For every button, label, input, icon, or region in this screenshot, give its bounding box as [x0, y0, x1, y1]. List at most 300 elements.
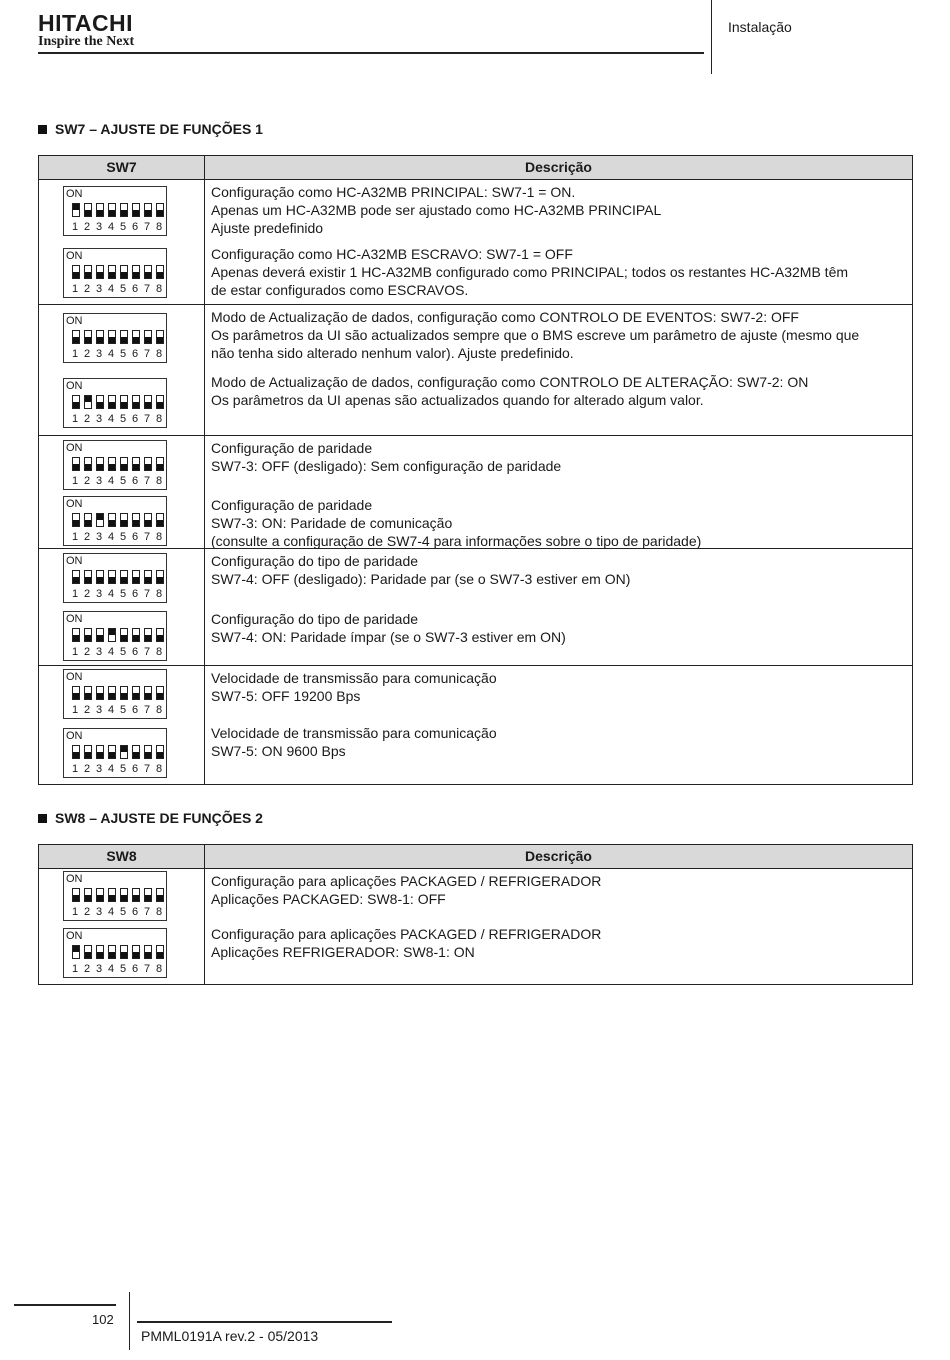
- switch-toggle-1: [72, 457, 80, 471]
- switch-toggle-6: [132, 888, 140, 902]
- column-header-description: Descrição: [525, 848, 592, 864]
- description-cell: [205, 721, 912, 784]
- switch-row: [72, 570, 168, 584]
- switch-toggle-2: [84, 513, 92, 527]
- switch-toggle-7: [144, 265, 152, 279]
- setting-group: [39, 180, 912, 305]
- switch-number: 5: [120, 906, 127, 918]
- switch-number: 3: [96, 646, 103, 658]
- description-cell: [205, 922, 912, 984]
- switch-number: 2: [84, 763, 91, 775]
- description-column: [205, 436, 912, 548]
- description-cell: [205, 180, 912, 242]
- description-line: Configuração para aplicações PACKAGED / REFRIGERADOR: [211, 926, 602, 942]
- switch-number: 8: [156, 963, 163, 975]
- description-text: [211, 552, 906, 588]
- switch-toggle-2: [84, 203, 92, 217]
- switch-number: 6: [132, 413, 139, 425]
- switch-number: 7: [144, 963, 151, 975]
- footer-rule: [14, 1304, 116, 1306]
- switch-toggle-1: [72, 265, 80, 279]
- switch-toggle-4: [108, 686, 116, 700]
- switch-number: 1: [72, 531, 79, 543]
- description-line: de estar configurados como ESCRAVOS.: [211, 282, 469, 298]
- dip-switch: [63, 553, 167, 603]
- switch-toggle-4: [108, 945, 116, 959]
- switch-toggle-2: [84, 457, 92, 471]
- switch-number: 7: [144, 763, 151, 775]
- setting-group: [39, 305, 912, 436]
- switch-toggle-3: [96, 945, 104, 959]
- switch-number: 2: [84, 646, 91, 658]
- switch-cell: [39, 666, 204, 721]
- switch-number: 4: [108, 283, 115, 295]
- switch-toggle-5: [120, 395, 128, 409]
- switch-toggle-4: [108, 330, 116, 344]
- switch-toggle-2: [84, 628, 92, 642]
- setting-group: [39, 549, 912, 666]
- switch-toggle-1: [72, 330, 80, 344]
- switch-toggle-1: [72, 888, 80, 902]
- switch-number: 2: [84, 283, 91, 295]
- switch-toggle-4: [108, 888, 116, 902]
- switch-toggle-1: [72, 628, 80, 642]
- switch-toggle-5: [120, 513, 128, 527]
- switch-number: 2: [84, 221, 91, 233]
- description-line: Apenas deverá existir 1 HC-A32MB configurado como PRINCIPAL; todos os restantes HC-A32MB têm: [211, 264, 849, 280]
- switch-toggle-3: [96, 457, 104, 471]
- switch-toggle-1: [72, 395, 80, 409]
- logo-tagline: Inspire the Next: [38, 34, 135, 49]
- switch-number: 4: [108, 531, 115, 543]
- switch-row: [72, 686, 168, 700]
- sw7-table: [38, 155, 913, 785]
- switch-toggle-4: [108, 265, 116, 279]
- column-header-description: Descrição: [525, 159, 592, 175]
- on-label: ON: [66, 315, 83, 327]
- switch-toggle-6: [132, 570, 140, 584]
- switch-number: 2: [84, 906, 91, 918]
- switch-number: 4: [108, 963, 115, 975]
- dip-switch: [63, 496, 167, 546]
- description-line: Configuração do tipo de paridade: [211, 553, 419, 569]
- description-line: Modo de Actualização de dados, configuração como CONTROLO DE EVENTOS: SW7-2: OFF: [211, 309, 799, 325]
- dip-switch: [63, 669, 167, 719]
- switch-toggle-5: [120, 888, 128, 902]
- switch-number: 4: [108, 475, 115, 487]
- switch-cell: [39, 869, 204, 922]
- switch-toggle-5: [120, 945, 128, 959]
- switch-toggle-3: [96, 395, 104, 409]
- switch-toggle-6: [132, 945, 140, 959]
- switch-number: 1: [72, 646, 79, 658]
- switch-row: [72, 628, 168, 642]
- switch-toggle-7: [144, 945, 152, 959]
- switch-toggle-3: [96, 745, 104, 759]
- switch-toggle-4: [108, 457, 116, 471]
- dip-switch: [63, 440, 167, 490]
- switch-toggle-5: [120, 628, 128, 642]
- setting-group: [39, 436, 912, 549]
- description-line: SW7-5: OFF 19200 Bps: [211, 688, 361, 704]
- switch-number: 7: [144, 221, 151, 233]
- switch-number: 1: [72, 963, 79, 975]
- switch-number: 6: [132, 588, 139, 600]
- switch-column: [39, 180, 205, 304]
- description-line: Velocidade de transmissão para comunicação: [211, 725, 497, 741]
- switch-toggle-4: [108, 745, 116, 759]
- switch-number: 4: [108, 413, 115, 425]
- switch-row: [72, 888, 168, 902]
- switch-number: 5: [120, 588, 127, 600]
- description-column: [205, 180, 912, 304]
- switch-toggle-7: [144, 203, 152, 217]
- sw8-table: [38, 844, 913, 985]
- description-line: não tenha sido alterado nenhum valor). Ajuste predefinido.: [211, 345, 574, 361]
- sw7-section-title: [38, 121, 263, 137]
- switch-toggle-3: [96, 203, 104, 217]
- switch-numbers: [72, 283, 168, 295]
- switch-numbers: [72, 963, 168, 975]
- switch-toggle-1: [72, 945, 80, 959]
- switch-number: 1: [72, 763, 79, 775]
- switch-number: 6: [132, 763, 139, 775]
- switch-toggle-2: [84, 945, 92, 959]
- page-number: 102: [92, 1312, 114, 1327]
- switch-number: 2: [84, 963, 91, 975]
- switch-toggle-5: [120, 570, 128, 584]
- description-text: [211, 496, 906, 550]
- switch-row: [72, 265, 168, 279]
- on-label: ON: [66, 380, 83, 392]
- switch-number: 7: [144, 475, 151, 487]
- switch-toggle-8: [156, 457, 164, 471]
- switch-number: 2: [84, 348, 91, 360]
- footer-divider: [129, 1292, 130, 1350]
- description-cell: [205, 493, 912, 548]
- sw8-title-text: SW8 – AJUSTE DE FUNÇÕES 2: [55, 810, 263, 826]
- description-line: Configuração como HC-A32MB ESCRAVO: SW7-1 = OFF: [211, 246, 573, 262]
- dip-switch: [63, 186, 167, 236]
- switch-number: 3: [96, 413, 103, 425]
- description-text: [211, 308, 906, 362]
- switch-number: 5: [120, 531, 127, 543]
- description-line: Os parâmetros da UI são actualizados sempre que o BMS escreve um parâmetro de ajuste (mesmo que: [211, 327, 860, 343]
- switch-numbers: [72, 413, 168, 425]
- switch-toggle-1: [72, 513, 80, 527]
- switch-number: 6: [132, 283, 139, 295]
- switch-number: 3: [96, 906, 103, 918]
- switch-number: 7: [144, 906, 151, 918]
- dip-switch: [63, 378, 167, 428]
- switch-toggle-2: [84, 686, 92, 700]
- description-line: SW7-4: ON: Paridade ímpar (se o SW7-3 estiver em ON): [211, 629, 566, 645]
- description-line: Configuração de paridade: [211, 497, 373, 513]
- switch-row: [72, 945, 168, 959]
- switch-number: 5: [120, 704, 127, 716]
- description-cell: [205, 436, 912, 493]
- header-divider: [711, 0, 712, 74]
- switch-number: 1: [72, 413, 79, 425]
- switch-cell: [39, 607, 204, 665]
- switch-toggle-6: [132, 265, 140, 279]
- switch-number: 4: [108, 704, 115, 716]
- sw8-section-title: [38, 810, 263, 826]
- description-column: [205, 549, 912, 665]
- description-cell: [205, 666, 912, 721]
- header-rule: [38, 52, 704, 54]
- switch-number: 8: [156, 704, 163, 716]
- switch-row: [72, 395, 168, 409]
- table-header: [39, 845, 912, 869]
- switch-cell: [39, 180, 204, 242]
- description-cell: [205, 549, 912, 607]
- switch-column: [39, 869, 205, 984]
- switch-numbers: [72, 475, 168, 487]
- switch-toggle-3: [96, 265, 104, 279]
- switch-number: 6: [132, 704, 139, 716]
- switch-number: 4: [108, 221, 115, 233]
- switch-number: 7: [144, 588, 151, 600]
- switch-number: 1: [72, 906, 79, 918]
- switch-toggle-8: [156, 395, 164, 409]
- on-label: ON: [66, 442, 83, 454]
- column-header-switch: SW8: [39, 845, 205, 868]
- switch-cell: [39, 370, 204, 435]
- switch-number: 5: [120, 283, 127, 295]
- switch-number: 4: [108, 763, 115, 775]
- on-label: ON: [66, 498, 83, 510]
- switch-toggle-2: [84, 888, 92, 902]
- switch-number: 5: [120, 221, 127, 233]
- switch-toggle-5: [120, 745, 128, 759]
- description-column: [205, 869, 912, 984]
- switch-number: 4: [108, 588, 115, 600]
- switch-number: 5: [120, 475, 127, 487]
- switch-number: 8: [156, 283, 163, 295]
- switch-toggle-4: [108, 513, 116, 527]
- description-text: [211, 183, 906, 237]
- logo-brand: HITACHI: [38, 10, 134, 36]
- switch-numbers: [72, 646, 168, 658]
- square-bullet-icon: [38, 125, 47, 134]
- switch-number: 2: [84, 704, 91, 716]
- description-line: Os parâmetros da UI apenas são actualizados quando for alterado algum valor.: [211, 392, 704, 408]
- switch-toggle-3: [96, 628, 104, 642]
- description-text: [211, 373, 906, 409]
- on-label: ON: [66, 250, 83, 262]
- switch-cell: [39, 493, 204, 548]
- switch-number: 6: [132, 475, 139, 487]
- on-label: ON: [66, 555, 83, 567]
- description-cell: [205, 869, 912, 922]
- description-line: Velocidade de transmissão para comunicação: [211, 670, 497, 686]
- switch-number: 6: [132, 348, 139, 360]
- switch-toggle-5: [120, 457, 128, 471]
- on-label: ON: [66, 873, 83, 885]
- switch-number: 6: [132, 646, 139, 658]
- setting-group: [39, 666, 912, 784]
- setting-group: [39, 869, 912, 984]
- switch-toggle-4: [108, 570, 116, 584]
- switch-number: 7: [144, 531, 151, 543]
- dip-switch: [63, 728, 167, 778]
- on-label: ON: [66, 188, 83, 200]
- on-label: ON: [66, 671, 83, 683]
- switch-number: 4: [108, 646, 115, 658]
- switch-toggle-3: [96, 888, 104, 902]
- table-body: [39, 869, 912, 984]
- description-line: Configuração de paridade: [211, 440, 373, 456]
- switch-toggle-8: [156, 945, 164, 959]
- switch-number: 2: [84, 531, 91, 543]
- description-column: [205, 666, 912, 784]
- switch-toggle-6: [132, 457, 140, 471]
- switch-toggle-8: [156, 203, 164, 217]
- description-line: SW7-5: ON 9600 Bps: [211, 743, 346, 759]
- description-text: [211, 872, 906, 908]
- switch-number: 1: [72, 348, 79, 360]
- switch-toggle-8: [156, 628, 164, 642]
- switch-toggle-6: [132, 395, 140, 409]
- switch-row: [72, 745, 168, 759]
- switch-number: 8: [156, 588, 163, 600]
- switch-number: 3: [96, 221, 103, 233]
- switch-toggle-3: [96, 330, 104, 344]
- switch-number: 8: [156, 906, 163, 918]
- switch-number: 8: [156, 763, 163, 775]
- switch-number: 3: [96, 763, 103, 775]
- description-line: Configuração como HC-A32MB PRINCIPAL: SW7-1 = ON.: [211, 184, 576, 200]
- switch-toggle-4: [108, 395, 116, 409]
- switch-toggle-7: [144, 888, 152, 902]
- switch-number: 3: [96, 531, 103, 543]
- description-line: Ajuste predefinido: [211, 220, 324, 236]
- switch-toggle-8: [156, 570, 164, 584]
- switch-toggle-8: [156, 686, 164, 700]
- switch-number: 8: [156, 413, 163, 425]
- switch-number: 6: [132, 221, 139, 233]
- switch-toggle-7: [144, 628, 152, 642]
- square-bullet-icon: [38, 814, 47, 823]
- switch-column: [39, 666, 205, 784]
- switch-cell: [39, 922, 204, 984]
- switch-number: 3: [96, 283, 103, 295]
- sw7-title-text: SW7 – AJUSTE DE FUNÇÕES 1: [55, 121, 263, 137]
- switch-number: 8: [156, 221, 163, 233]
- switch-number: 4: [108, 348, 115, 360]
- switch-column: [39, 436, 205, 548]
- switch-number: 4: [108, 906, 115, 918]
- dip-switch: [63, 248, 167, 298]
- table-header: [39, 156, 912, 180]
- switch-numbers: [72, 348, 168, 360]
- switch-number: 3: [96, 963, 103, 975]
- column-header-switch: SW7: [39, 156, 205, 179]
- switch-number: 1: [72, 475, 79, 487]
- switch-column: [39, 305, 205, 435]
- switch-number: 7: [144, 283, 151, 295]
- description-text: [211, 669, 906, 705]
- switch-number: 5: [120, 413, 127, 425]
- switch-number: 8: [156, 531, 163, 543]
- switch-toggle-7: [144, 330, 152, 344]
- description-text: [211, 925, 906, 961]
- switch-toggle-5: [120, 265, 128, 279]
- switch-number: 1: [72, 588, 79, 600]
- switch-toggle-8: [156, 513, 164, 527]
- switch-number: 5: [120, 763, 127, 775]
- switch-number: 7: [144, 704, 151, 716]
- switch-number: 5: [120, 646, 127, 658]
- switch-toggle-5: [120, 203, 128, 217]
- switch-toggle-6: [132, 203, 140, 217]
- switch-toggle-6: [132, 330, 140, 344]
- switch-number: 1: [72, 283, 79, 295]
- switch-toggle-3: [96, 513, 104, 527]
- switch-toggle-8: [156, 745, 164, 759]
- switch-toggle-2: [84, 745, 92, 759]
- description-line: Configuração do tipo de paridade: [211, 611, 419, 627]
- switch-toggle-7: [144, 513, 152, 527]
- description-line: SW7-3: OFF (desligado): Sem configuração de paridade: [211, 458, 562, 474]
- switch-numbers: [72, 704, 168, 716]
- switch-row: [72, 330, 168, 344]
- dip-switch: [63, 611, 167, 661]
- description-text: [211, 724, 906, 760]
- description-cell: [205, 370, 912, 435]
- on-label: ON: [66, 930, 83, 942]
- dip-switch: [63, 871, 167, 921]
- switch-numbers: [72, 763, 168, 775]
- switch-number: 5: [120, 963, 127, 975]
- switch-toggle-8: [156, 888, 164, 902]
- switch-toggle-7: [144, 457, 152, 471]
- switch-numbers: [72, 221, 168, 233]
- switch-toggle-1: [72, 745, 80, 759]
- description-cell: [205, 305, 912, 370]
- switch-number: 2: [84, 475, 91, 487]
- description-column: [205, 305, 912, 435]
- footer-rule: [137, 1321, 392, 1323]
- switch-toggle-5: [120, 330, 128, 344]
- switch-cell: [39, 436, 204, 493]
- description-line: Configuração para aplicações PACKAGED / REFRIGERADOR: [211, 873, 602, 889]
- switch-row: [72, 513, 168, 527]
- dip-switch: [63, 313, 167, 363]
- description-cell: [205, 242, 912, 304]
- description-line: SW7-3: ON: Paridade de comunicação: [211, 515, 453, 531]
- switch-toggle-3: [96, 570, 104, 584]
- description-text: [211, 610, 906, 646]
- switch-toggle-5: [120, 686, 128, 700]
- description-text: [211, 439, 906, 475]
- switch-numbers: [72, 588, 168, 600]
- switch-toggle-8: [156, 330, 164, 344]
- switch-toggle-7: [144, 686, 152, 700]
- switch-toggle-4: [108, 628, 116, 642]
- description-cell: [205, 607, 912, 665]
- switch-number: 5: [120, 348, 127, 360]
- description-line: Modo de Actualização de dados, configuração como CONTROLO DE ALTERAÇÃO: SW7-2: ON: [211, 374, 809, 390]
- switch-cell: [39, 305, 204, 370]
- switch-toggle-7: [144, 570, 152, 584]
- switch-number: 2: [84, 413, 91, 425]
- table-body: [39, 180, 912, 784]
- switch-cell: [39, 721, 204, 784]
- switch-toggle-7: [144, 395, 152, 409]
- switch-toggle-1: [72, 686, 80, 700]
